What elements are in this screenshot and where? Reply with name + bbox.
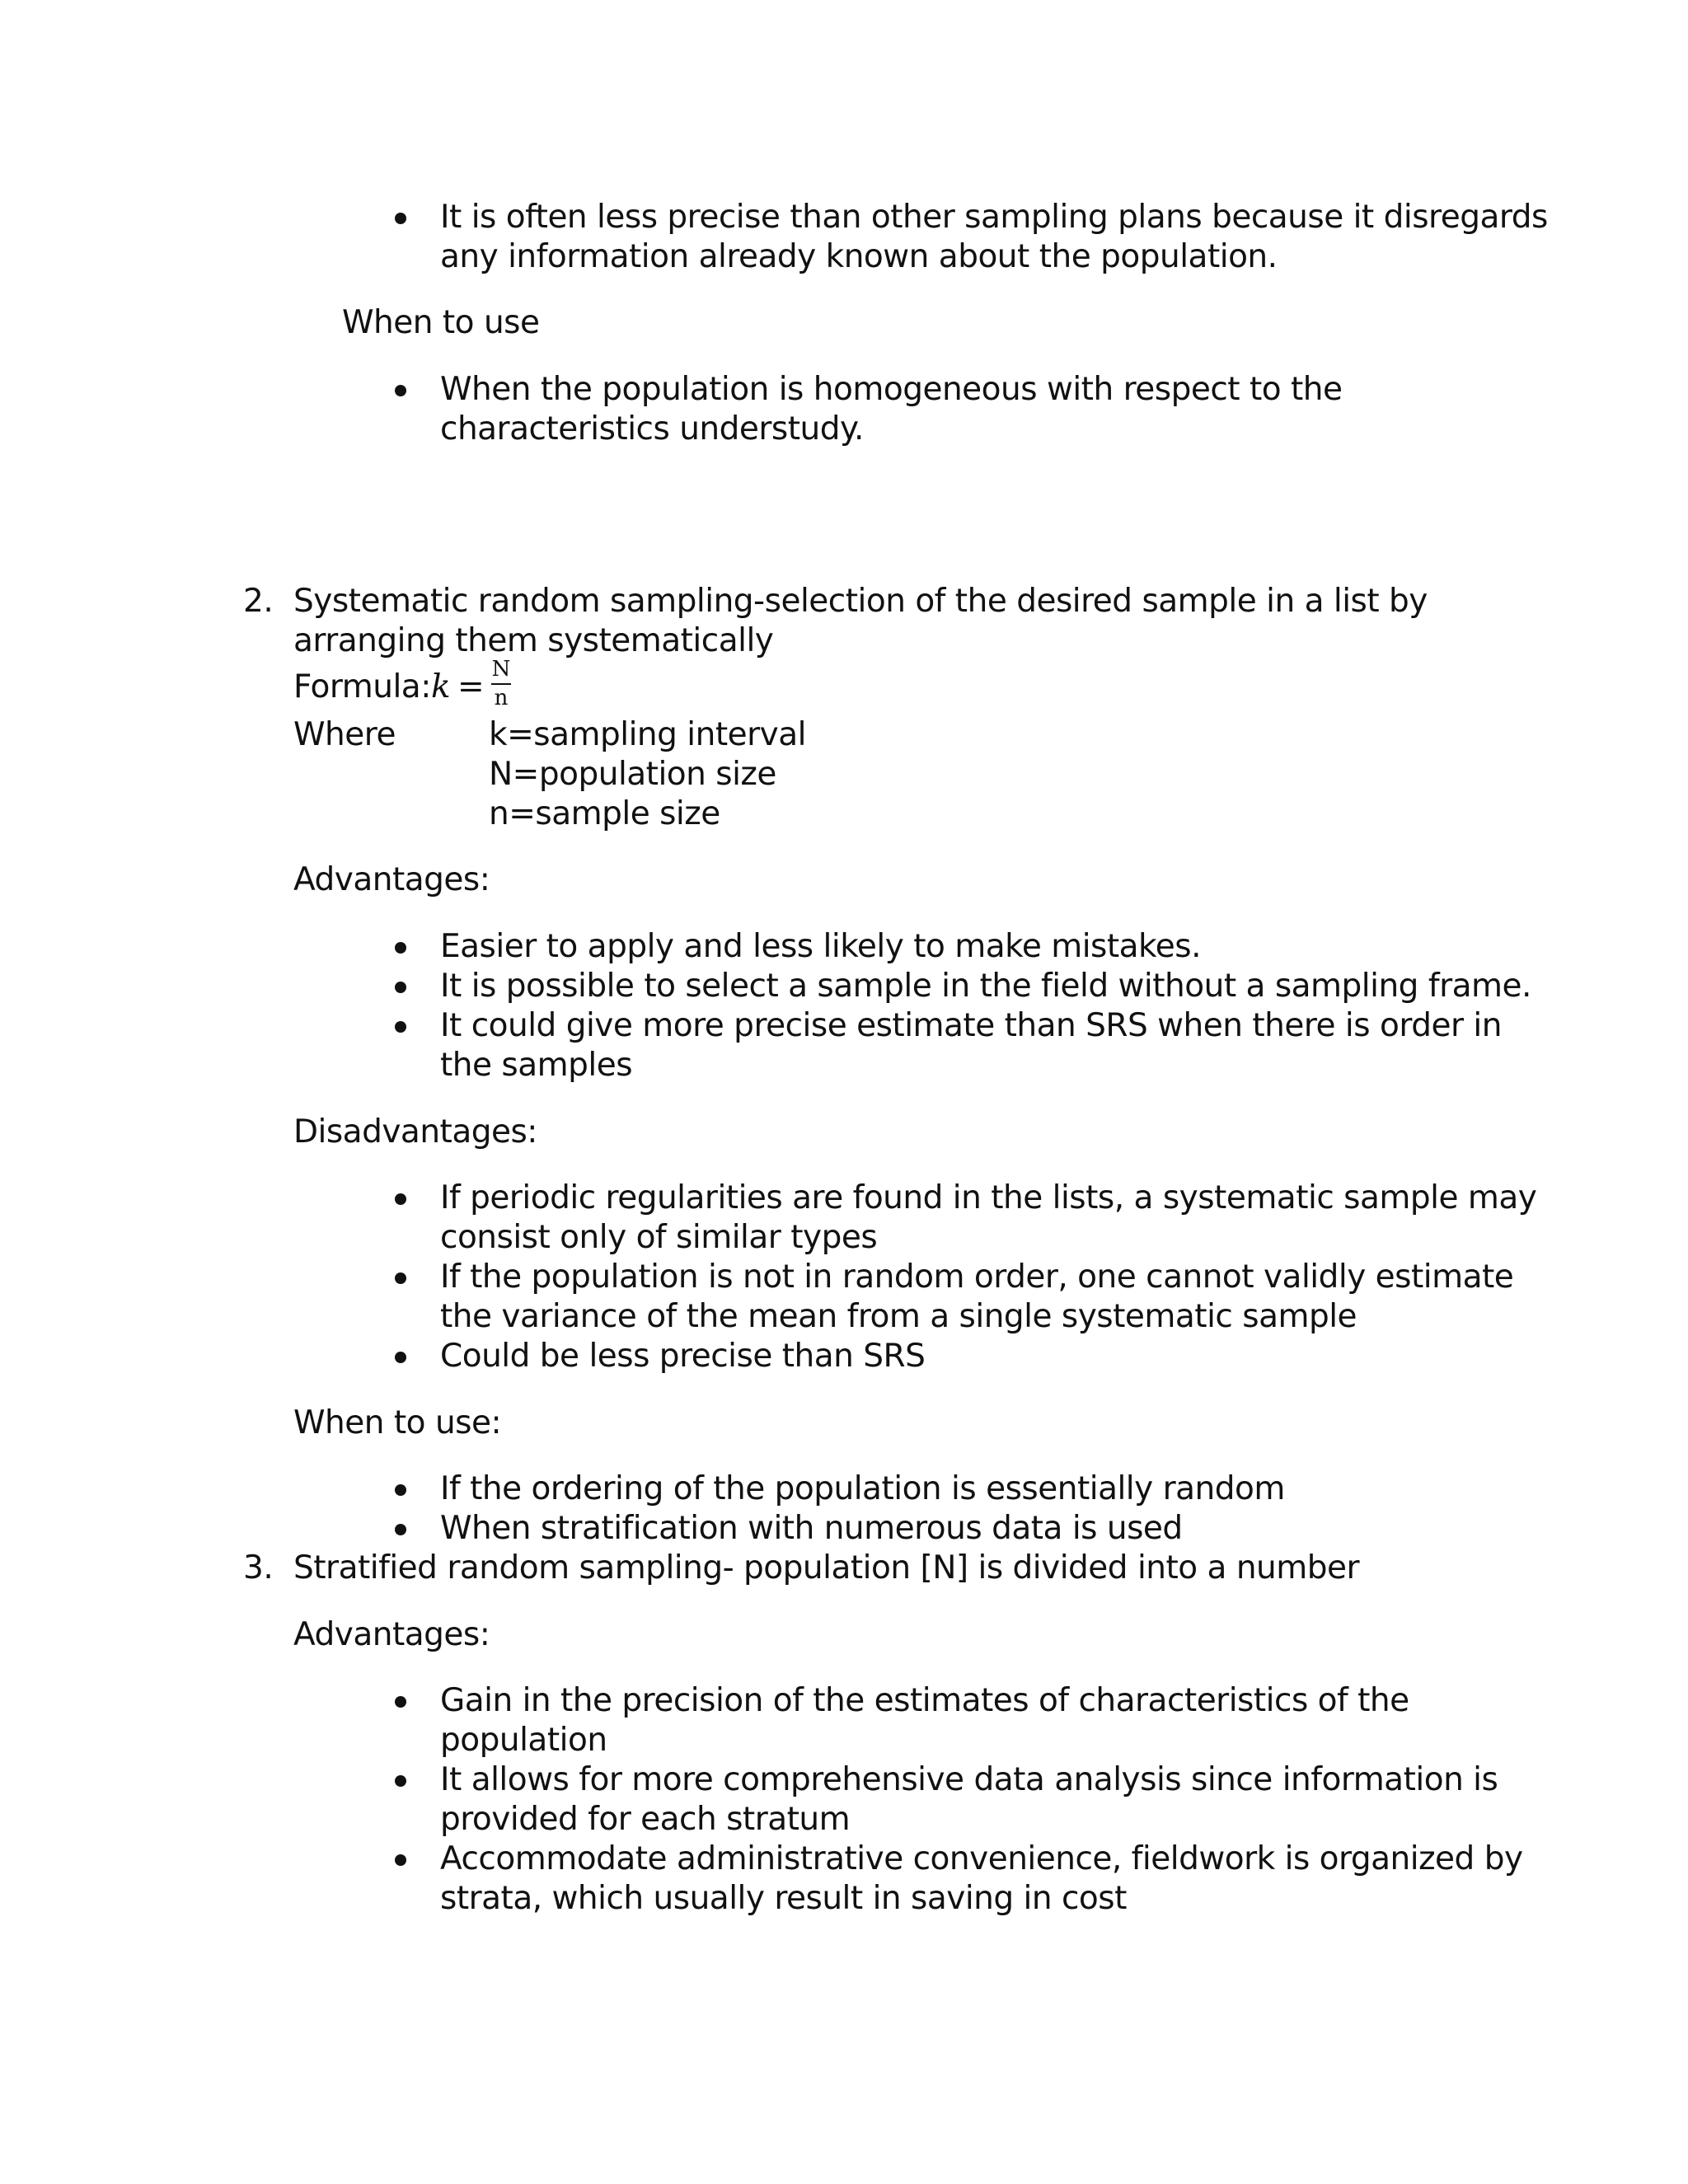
where-label: Where xyxy=(293,716,396,753)
bullet-text: When stratification with numerous data is used xyxy=(440,1510,1183,1547)
bullet-text: It could give more precise estimate than SRS when there is order in xyxy=(440,1007,1502,1044)
bullet-marker xyxy=(395,1193,406,1205)
bullet-text-continued: the variance of the mean from a single systematic sample xyxy=(440,1298,1357,1335)
bullet-text-continued: consist only of similar types xyxy=(440,1219,878,1256)
fraction-bar xyxy=(491,683,511,685)
bullet-marker xyxy=(395,1352,406,1363)
bullet-marker xyxy=(395,1484,406,1496)
bullet-marker xyxy=(395,942,406,954)
bullet-text: Could be less precise than SRS xyxy=(440,1338,926,1375)
bullet-text: If the population is not in random order, one cannot validly estimate xyxy=(440,1258,1514,1296)
when-to-use-heading: When to use: xyxy=(293,1404,502,1441)
bullet-text-continued: strata, which usually result in saving in cost xyxy=(440,1880,1127,1917)
bullet-text-continued: characteristics understudy. xyxy=(440,410,864,448)
bullet-text: It is often less precise than other sampling plans because it disregards xyxy=(440,199,1548,236)
bullet-text-continued: provided for each stratum xyxy=(440,1801,851,1838)
bullet-marker xyxy=(395,213,406,224)
formula-denominator: n xyxy=(494,686,509,710)
section-title: Stratified random sampling- population [N] is divided into a number xyxy=(293,1549,1360,1586)
advantages-heading: Advantages: xyxy=(293,1616,490,1653)
bullet-text: When the population is homogeneous with respect to the xyxy=(440,371,1343,408)
bullet-marker xyxy=(395,1854,406,1866)
section-title: Systematic random sampling-selection of the desired sample in a list by xyxy=(293,583,1428,620)
formula-equals: = xyxy=(457,668,485,705)
bullet-marker xyxy=(395,1272,406,1284)
bullet-text: It allows for more comprehensive data analysis since information is xyxy=(440,1761,1498,1798)
when-to-use-heading: When to use xyxy=(342,304,540,341)
bullet-text-continued: the samples xyxy=(440,1047,633,1084)
section-title-continued: arranging them systematically xyxy=(293,622,774,659)
bullet-marker xyxy=(395,1524,406,1535)
bullet-marker xyxy=(395,1696,406,1708)
formula-numerator: N xyxy=(491,657,511,682)
bullet-text: Easier to apply and less likely to make mistakes. xyxy=(440,928,1201,965)
formula-label: Formula: xyxy=(293,668,431,705)
disadvantages-heading: Disadvantages: xyxy=(293,1113,537,1151)
definition-item: n=sample size xyxy=(489,795,720,832)
bullet-text: If periodic regularities are found in the lists, a systematic sample may xyxy=(440,1179,1537,1216)
bullet-text: Gain in the precision of the estimates of characteristics of the xyxy=(440,1682,1409,1719)
formula-variable: k xyxy=(431,668,451,705)
definition-item: N=population size xyxy=(489,756,776,793)
bullet-text: Accommodate administrative convenience, fieldwork is organized by xyxy=(440,1840,1523,1877)
bullet-marker xyxy=(395,385,406,396)
bullet-marker xyxy=(395,1021,406,1033)
definition-item: k=sampling interval xyxy=(489,716,806,753)
list-number: 2. xyxy=(243,583,274,620)
bullet-marker xyxy=(395,1775,406,1787)
list-number: 3. xyxy=(243,1549,274,1586)
bullet-text: If the ordering of the population is essentially random xyxy=(440,1470,1285,1507)
bullet-text: It is possible to select a sample in the field without a sampling frame. xyxy=(440,968,1531,1005)
bullet-text-continued: population xyxy=(440,1722,607,1759)
bullet-text-continued: any information already known about the population. xyxy=(440,238,1278,275)
advantages-heading: Advantages: xyxy=(293,861,490,898)
bullet-marker xyxy=(395,982,406,993)
